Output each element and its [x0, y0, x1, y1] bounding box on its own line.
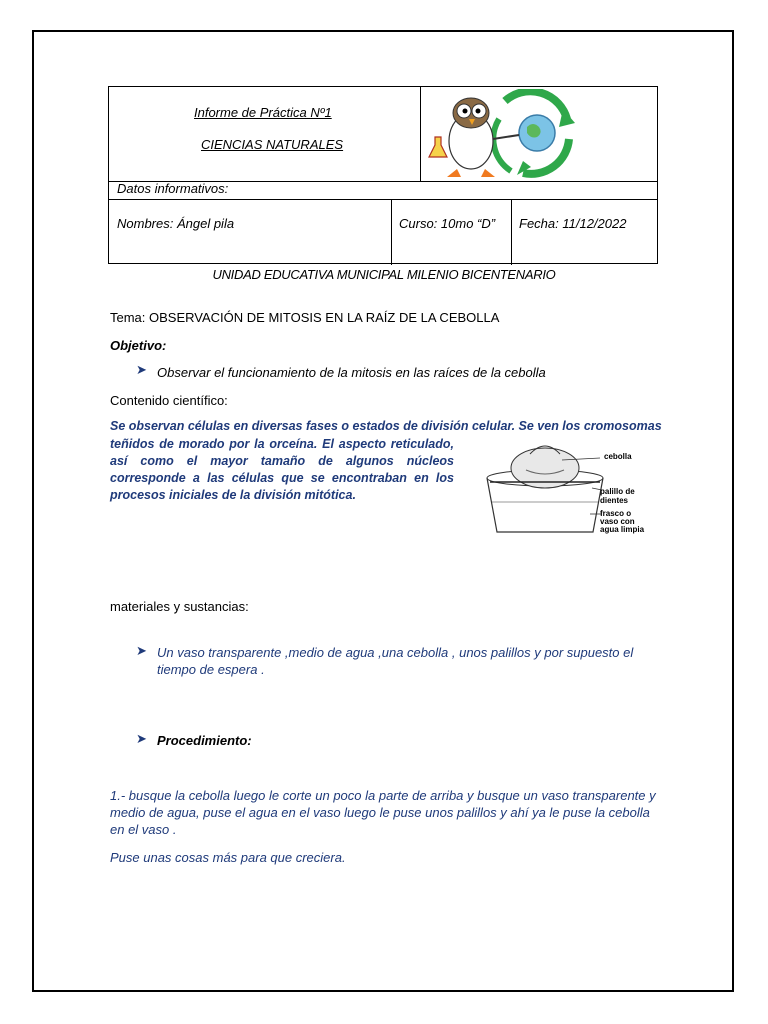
- materials-text: Un vaso transparente ,medio de agua ,una cebolla , unos palillos y por supuesto el tiempo de espera .: [157, 645, 634, 677]
- procedure-label: Procedimiento:: [157, 733, 252, 748]
- arrowhead-bullet-icon: ➤: [136, 731, 147, 746]
- info-label: Datos informativos:: [117, 181, 229, 196]
- objective-text: Observar el funcionamiento de la mitosis en las raíces de la cebolla: [157, 365, 546, 380]
- objective-label: Objetivo:: [110, 338, 167, 353]
- content-line-1: Se observan células en diversas fases o estados de división celular. Se ven los cromosomas: [110, 419, 662, 433]
- header-table: [108, 86, 658, 264]
- arrowhead-bullet-icon: ➤: [136, 643, 147, 658]
- procedure-step-2: Puse unas cosas más para que creciera.: [110, 850, 346, 865]
- names-field: Nombres: Ángel pila: [117, 216, 235, 231]
- report-title: Informe de Práctica Nº1: [194, 105, 332, 120]
- label-onion: cebolla: [604, 452, 632, 461]
- subject-title: CIENCIAS NATURALES: [201, 137, 344, 152]
- date-field: Fecha: 11/12/2022: [519, 216, 627, 231]
- materials-label: materiales y sustancias:: [110, 599, 249, 614]
- content-label: Contenido científico:: [110, 393, 228, 408]
- label-jar: frasco o vaso con agua limpia: [600, 509, 645, 534]
- label-toothpick: palillo de dientes: [600, 487, 635, 505]
- course-field: Curso: 10mo “D”: [399, 216, 496, 231]
- arrowhead-bullet-icon: ➤: [136, 362, 147, 377]
- topic: Tema: OBSERVACIÓN DE MITOSIS EN LA RAÍZ DE LA CEBOLLA: [110, 310, 500, 325]
- content-paragraph: teñidos de morado por la orceína. El aspecto reticulado, así como el mayor tamaño de algunos núcleos corresponde a las células que se encontraban en los procesos iniciales de la división mitótica.: [110, 437, 454, 502]
- procedure-step-1: 1.- busque la cebolla luego le corte un poco la parte de arriba y busque un vaso transparente y medio de agua, puse el agua en el vaso luego le puse unos palillos y ahí ya le puse la cebolla en el vaso .: [110, 788, 656, 837]
- owl-scientist-icon: [427, 89, 577, 179]
- school-name: UNIDAD EDUCATIVA MUNICIPAL MILENIO BICENTENARIO: [212, 267, 556, 282]
